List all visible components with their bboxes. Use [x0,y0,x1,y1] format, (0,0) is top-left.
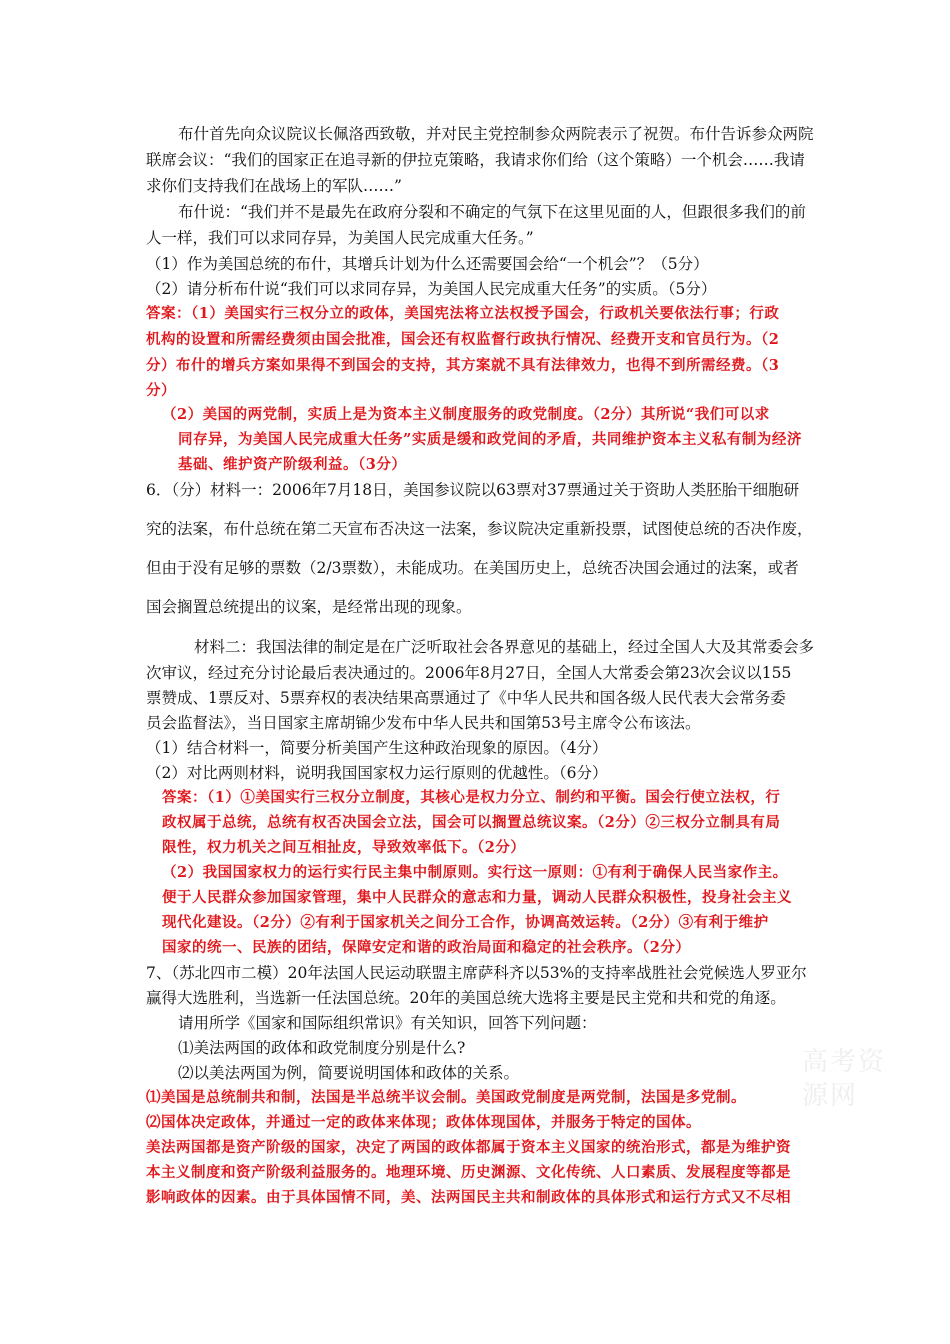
q5-answer-1-line-4: 分） [146,382,176,399]
watermark: 高考资源网 [802,1047,887,1111]
q5-intro-line-1: 布什首先向众议院议长佩洛西致敬，并对民主党控制参众两院表示了祝贺。布什告诉参众两院 [178,125,814,143]
q5-answer-1-line-2: 机构的设置和所需经费须由国会批准，国会还有权监督行政执行情况、经费开支和官员行为。（2 [146,331,780,348]
q5-answer-1-line-3: 分）布什的增兵方案如果得不到国会的支持，其方案就不具有法律效力，也得不到所需经费。（3 [146,357,780,374]
q6-answer-2-line-3: 现代化建设。（2分）②有利于国家机关之间分工合作，协调高效运转。（2分）③有利于维护 [162,914,769,931]
q7-answer-3-line-3: 影响政体的因素。由于具体国情不同，美、法两国民主共和制政体的具体形式和运行方式又不尽相 [146,1189,791,1206]
q6-material-2-line-3: 票赞成、1票反对、5票弃权的表决结果高票通过了《中华人民共和国各级人民代表大会常务委 [146,689,786,707]
q5-intro-line-2: 联席会议：“我们的国家正在追寻新的伊拉克策略，我请求你们给（这个策略）一个机会……我请 [146,151,805,169]
q7-instruction: 请用所学《国家和国际组织常识》有关知识，回答下列问题： [178,1014,597,1032]
q6-answer-1-line-3: 限性，权力机关之间互相扯皮，导致效率低下。（2分） [162,839,526,856]
q6-material-2-line-2: 次审议，经过充分讨论最后表决通过的。2006年8月27日，全国人大常委会第23次会议以155 [146,664,792,682]
q5-answer-2-line-2: 同存异，为美国人民完成重大任务”实质是缓和政党间的矛盾，共同维护资本主义私有制为经济 [178,431,802,448]
q6-material-2-line-1: 材料二：我国法律的制定是在广泛听取社会各界意见的基础上，经过全国人大及其常委会多 [194,638,815,656]
q5-intro-line-3: 求你们支持我们在战场上的军队……” [146,177,402,195]
q5-quote-line-2: 人一样，我们可以求同存异，为美国人民完成重大任务。” [146,229,534,247]
q5-answer-2-line-1: （2）美国的两党制，实质上是为资本主义制度服务的政党制度。（2分）其所说“我们可以求 [162,406,770,423]
q5-question-1: （1）作为美国总统的布什，其增兵计划为什么还需要国会给“一个机会”？（5分） [146,255,709,273]
q7-answer-1: ⑴美国是总统制共和制，法国是半总统半议会制。美国政党制度是两党制，法国是多党制。 [146,1089,746,1106]
q6-material-1-line-2: 究的法案，布什总统在第二天宣布否决这一法案，参议院决定重新投票，试图使总统的否决作废， [146,520,813,538]
q6-question-2: （2）对比两则材料，说明我国国家权力运行原则的优越性。（6分） [146,764,608,782]
q6-answer-1-line-2: 政权属于总统，总统有权否决国会立法，国会可以搁置总统议案。（2分）②三权分立制具有局 [162,814,781,831]
q7-answer-3-line-2: 本主义制度和资产阶级利益服务的。地理环境、历史渊源、文化传统、人口素质、发展程度等都是 [146,1164,791,1181]
q6-material-1-line-1: 6．（分）材料一：2006年7月18日，美国参议院以63票对37票通过关于资助人类胚胎干细胞研 [146,481,800,499]
q7-question-2: ⑵以美法两国为例，简要说明国体和政体的关系。 [178,1064,520,1082]
q6-answer-2-line-2: 便于人民群众参加国家管理，集中人民群众的意志和力量，调动人民群众积极性，投身社会主义 [162,889,792,906]
q6-material-1-line-4: 国会搁置总统提出的议案，是经常出现的现象。 [146,598,472,616]
q6-answer-2-line-4: 国家的统一、民族的团结，保障安定和谐的政治局面和稳定的社会秩序。（2分） [162,939,691,956]
q5-question-2: （2）请分析布什说“我们可以求同存异，为美国人民完成重大任务”的实质。（5分） [146,280,717,298]
q6-question-1: （1）结合材料一，简要分析美国产生这种政治现象的原因。（4分） [146,739,608,757]
q6-material-2-line-4: 员会监督法》，当日国家主席胡锦少发布中华人民共和国第53号主席令公布该法。 [146,714,701,732]
q7-stem-line-2: 赢得大选胜利，当选新一任法国总统。20年的美国总统大选将主要是民主党和共和党的角逐。 [146,989,786,1007]
q5-answer-2-line-3: 基础、维护资产阶级利益。（3分） [178,456,407,473]
q7-answer-2: ⑵国体决定政体，并通过一定的政体来体现；政体体现国体，并服务于特定的国体。 [146,1114,701,1131]
q7-question-1: ⑴美法两国的政体和政党制度分别是什么? [178,1039,466,1057]
q7-answer-3-line-1: 美法两国都是资产阶级的国家，决定了两国的政体都属于资本主义国家的统治形式，都是为维护资 [146,1139,791,1156]
q5-answer-1-line-1: 答案：（1）美国实行三权分立的政体，美国宪法将立法权授予国会，行政机关要依法行事；行政 [146,305,780,322]
q6-material-1-line-3: 但由于没有足够的票数（2/3票数），未能成功。在美国历史上，总统否决国会通过的法案，或者 [146,559,799,577]
q6-answer-1-line-1: 答案：（1）①美国实行三权分立制度，其核心是权力分立、制约和平衡。国会行使立法权，行 [162,789,781,806]
q6-answer-2-line-1: （2）我国国家权力的运行实行民主集中制原则。实行这一原则：①有利于确保人民当家作主。 [162,864,788,881]
q7-stem-line-1: 7、（苏北四市二模）20年法国人民运动联盟主席萨科齐以53%的支持率战胜社会党候选人罗亚尔 [146,964,807,982]
q5-quote-line-1: 布什说：“我们并不是最先在政府分裂和不确定的气氛下在这里见面的人，但跟很多我们的前 [178,203,806,221]
